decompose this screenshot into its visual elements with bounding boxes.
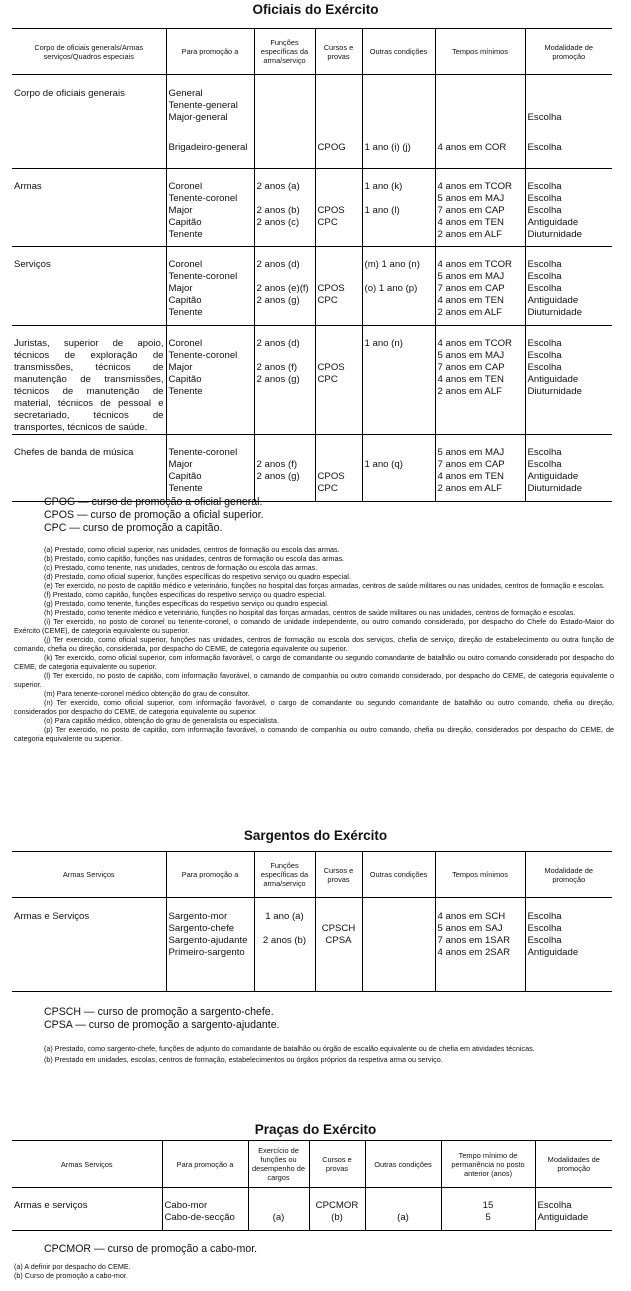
sargentos-abbreviations bbox=[44, 1006, 280, 1032]
table-row bbox=[12, 169, 612, 247]
footnote: (a) Prestado, como oficial superior, nas unidades, centros de formação ou escola das armas. bbox=[44, 545, 340, 554]
table-cell: CPOG bbox=[315, 137, 362, 169]
table-cell: Escolha Escolha Escolha Antiguidade Diuturnidade bbox=[525, 326, 612, 435]
table-cell: Escolha Antiguidade bbox=[535, 1188, 612, 1231]
table-cell: CPOS CPC bbox=[315, 435, 362, 502]
footnote: (b) Curso de promoção a cabo-mor. bbox=[14, 1271, 128, 1280]
abbreviation-line: CPC — curso de promoção a capitão. bbox=[44, 522, 223, 534]
column-header: Armas Serviços bbox=[60, 1159, 113, 1169]
oficiais-footnotes bbox=[14, 545, 614, 743]
column-header: Outras condições bbox=[365, 1141, 441, 1188]
table-cell: 2 anos (d) 2 anos (f) 2 anos (g) bbox=[254, 326, 315, 435]
table-cell: 4 anos em TCOR 5 anos em MAJ 7 anos em CAP 4 anos em TEN 2 anos em ALF bbox=[435, 247, 525, 326]
table-cell: (a) bbox=[365, 1188, 441, 1231]
footnote: (d) Prestado, como oficial superior, funções específicas do respetivo serviço ou quadro especial. bbox=[44, 572, 351, 581]
table-cell: General Tenente-general Major-general bbox=[166, 75, 254, 137]
column-header: Modalidades de promoção bbox=[535, 1141, 612, 1188]
table-cell: Escolha Escolha Escolha Antiguidade Diuturnidade bbox=[525, 169, 612, 247]
table-cell: Coronel Tenente-coronel Major Capitão Tenente bbox=[166, 326, 254, 435]
footnote: (c) Prestado, como tenente, nas unidades, centros de formação ou escola das armas. bbox=[44, 563, 318, 572]
table-cell: 1 ano (q) bbox=[362, 435, 435, 502]
table-cell: Escolha bbox=[525, 137, 612, 169]
table-cell: Armas e serviços bbox=[14, 1200, 88, 1211]
footnote: (h) Prestado, como tenente médico e veterinário, funções no hospital das forças armadas, centros de saúde militares ou nas unidades, centros de formação e escolas. bbox=[44, 608, 576, 617]
table-cell: Escolha bbox=[525, 75, 612, 137]
table-cell: Escolha Escolha Antiguidade Diuturnidade bbox=[525, 435, 612, 502]
table-cell: (m) 1 ano (n) (o) 1 ano (p) bbox=[362, 247, 435, 326]
footnote: (e) Ter exercido, no posto de capitão médico e veterinário, funções no hospital das forças armadas, centros de saúde militares ou nas unidades, centros de formação e escolas. bbox=[44, 581, 605, 590]
table-row bbox=[12, 75, 612, 137]
oficiais-table bbox=[12, 28, 612, 502]
table-cell: Serviços bbox=[14, 259, 51, 270]
table-cell: 1 ano (i) (j) bbox=[362, 137, 435, 169]
table-row bbox=[12, 435, 612, 502]
oficiais-abbreviations bbox=[44, 496, 264, 535]
table-cell: Sargento-mor Sargento-chefe Sargento-ajudante Primeiro-sargento bbox=[166, 898, 254, 992]
table-cell: Tenente-coronel Major Capitão Tenente bbox=[166, 435, 254, 502]
footnote: (p) Ter exercido, no posto de capitão, com informação favorável, o comando de companhia ou outro comando, chefia ou direção, considerados por despacho do CEME, de categoria equivalente ou superior. bbox=[14, 725, 614, 743]
table-header-row bbox=[12, 29, 612, 75]
sargentos-title: Sargentos do Exército bbox=[243, 828, 388, 843]
footnote: (b) Prestado, como capitão, funções nas unidades, centros de formação ou escola das armas. bbox=[44, 554, 345, 563]
table-row bbox=[12, 1188, 612, 1231]
column-header: Corpo de oficiais generals/Armas serviços/Quadros especiais bbox=[34, 42, 144, 61]
table-row bbox=[12, 898, 612, 992]
column-header: Funções específicas da arma/serviço bbox=[254, 29, 315, 75]
table-cell: Escolha Escolha Escolha Antiguidade Diuturnidade bbox=[525, 247, 612, 326]
pracas-abbreviations bbox=[44, 1243, 257, 1256]
column-header: Cursos e provas bbox=[315, 29, 362, 75]
column-header: Armas Serviços bbox=[62, 870, 115, 879]
column-header: Tempos mínimos bbox=[435, 29, 525, 75]
table-cell: Armas bbox=[14, 181, 42, 192]
column-header: Cursos e provas bbox=[315, 852, 362, 898]
footnote: (b) Prestado em unidades, escolas, centros de formação, estabelecimentos ou órgãos próprios da respetiva arma ou serviço. bbox=[44, 1055, 443, 1064]
column-header: Funções específicas da arma/serviço bbox=[254, 852, 315, 898]
table-cell: Brigadeiro-general bbox=[166, 137, 254, 169]
table-cell: Coronel Tenente-coronel Major Capitão Tenente bbox=[166, 247, 254, 326]
footnote: (n) Ter exercido, como oficial superior, com informação favorável, o cargo de comandante ou segundo comandante de batalhão ou outro comando, chefia ou direção, considerados por despacho do CEME, de categoria equivalente ou superior. bbox=[14, 698, 614, 716]
sargentos-footnotes bbox=[14, 1044, 614, 1064]
column-header: Outras condições bbox=[362, 29, 435, 75]
column-header: Para promoção a bbox=[166, 29, 254, 75]
table-cell: Juristas, superior de apoio, técnicos de exploração de transmissões, técnicos de manutenção de transmissões, técnicos de manutenção de material, técnicos de pessoal e secretariado, técnicos de transportes, técnicos de saúde. bbox=[14, 338, 164, 433]
table-cell: 2 anos (f) 2 anos (g) bbox=[254, 435, 315, 502]
footnote: (j) Ter exercido, como oficial superior, funções nas unidades, centros de formação ou escola dos serviços, chefia de serviço, direção de estabelecimento ou outra função de comando, chefia ou direção, considerada, por despacho do CEME, de categoria equivalente ou superior. bbox=[14, 635, 614, 653]
column-header: Tempo mínimo de permanência no posto anterior (anos) bbox=[441, 1141, 535, 1188]
table-cell: CPSCH CPSA bbox=[315, 898, 362, 992]
table-cell: 4 anos em SCH 5 anos em SAJ 7 anos em 1SAR 4 anos em 2SAR bbox=[435, 898, 525, 992]
table-cell: 1 ano (n) bbox=[362, 326, 435, 435]
column-header: Modalidade de promoção bbox=[525, 852, 612, 898]
footnote: (m) Para tenente-coronel médico obtenção do grau de consultor. bbox=[44, 689, 250, 698]
table-cell: Corpo de oficiais generais bbox=[14, 88, 125, 99]
abbreviation-line: CPSCH — curso de promoção a sargento-chefe. bbox=[44, 1006, 274, 1018]
pracas-title: Praças do Exército bbox=[254, 1122, 377, 1137]
table-cell: Coronel Tenente-coronel Major Capitão Tenente bbox=[166, 169, 254, 247]
column-header: Para promoção a bbox=[162, 1141, 248, 1188]
table-row bbox=[12, 326, 612, 435]
table-cell: CPOS CPC bbox=[315, 247, 362, 326]
footnote: (o) Para capitão médico, obtenção do grau de generalista ou especialista. bbox=[44, 716, 279, 725]
table-cell: Escolha Escolha Escolha Antiguidade bbox=[525, 898, 612, 992]
table-cell bbox=[254, 137, 315, 169]
column-header: Exercício de funções ou desempenho de cargos bbox=[248, 1141, 309, 1188]
oficiais-title: Oficiais do Exército bbox=[252, 2, 379, 17]
table-cell: 4 anos em TCOR 5 anos em MAJ 7 anos em CAP 4 anos em TEN 2 anos em ALF bbox=[435, 326, 525, 435]
footnote: (a) A definir por despacho do CEME. bbox=[14, 1262, 131, 1271]
column-header: Para promoção a bbox=[166, 852, 254, 898]
table-cell: 1 ano (k) 1 ano (l) bbox=[362, 169, 435, 247]
table-cell: 5 anos em MAJ 7 anos em CAP 4 anos em TEN 2 anos em ALF bbox=[435, 435, 525, 502]
footnote: (l) Ter exercido, no posto de capitão, com informação favorável, o camando de companhia ou outro comando considerado, por despacho do CEME, de categoria equivalente o superior. bbox=[14, 671, 614, 689]
table-cell: Armas e Serviços bbox=[14, 911, 90, 922]
table-cell: 2 anos (a) 2 anos (b) 2 anos (c) bbox=[254, 169, 315, 247]
footnote: (a) Prestado, como sargento-chefe, funções de adjunto do comandante de batalhão ou órgão de escalão equivalente ou de chefia em atividades técnicas. bbox=[44, 1044, 535, 1053]
table-header-row bbox=[12, 1141, 612, 1188]
column-header: Modalidade de promoção bbox=[525, 29, 612, 75]
table-cell: CPCMOR (b) bbox=[309, 1188, 365, 1231]
sargentos-table bbox=[12, 851, 612, 992]
abbreviation-line: CPOS — curso de promoção a oficial superior. bbox=[44, 509, 264, 521]
table-row bbox=[12, 137, 612, 169]
pracas-footnotes bbox=[14, 1262, 614, 1280]
footnote: (g) Prestado, como tenente, funções específicas do respetivo serviço ou quadro especial. bbox=[44, 599, 329, 608]
table-cell: Chefes de banda de música bbox=[14, 447, 134, 458]
table-cell bbox=[435, 75, 525, 137]
pracas-table bbox=[12, 1140, 612, 1231]
abbreviation-line: CPCMOR — curso de promoção a cabo-mor. bbox=[44, 1243, 258, 1255]
table-cell: CPOS CPC bbox=[315, 169, 362, 247]
table-cell bbox=[12, 137, 166, 169]
table-cell: 15 5 bbox=[441, 1188, 535, 1231]
footnote: (f) Prestado, como capitão, funções específicas do respetivo serviço ou quadro especial. bbox=[44, 590, 327, 599]
table-cell bbox=[362, 75, 435, 137]
abbreviation-line: CPOG — curso de promoção a oficial general. bbox=[44, 496, 263, 508]
table-cell: 4 anos em TCOR 5 anos em MAJ 7 anos em CAP 4 anos em TEN 2 anos em ALF bbox=[435, 169, 525, 247]
column-header: Cursos e provas bbox=[309, 1141, 365, 1188]
column-header: Outras condições bbox=[362, 852, 435, 898]
table-cell: (a) bbox=[248, 1188, 309, 1231]
table-header-row bbox=[12, 852, 612, 898]
table-row bbox=[12, 247, 612, 326]
table-cell: 2 anos (d) 2 anos (e)(f) 2 anos (g) bbox=[254, 247, 315, 326]
table-cell: 1 ano (a) 2 anos (b) bbox=[254, 898, 315, 992]
footnote: (k) Ter exercido, como oficial superior, com informação favorável, o cargo de comandante ou segundo comandante de batalhão ou outro comando considerado por despacho do CEME, de categoria equivalente ou superior. bbox=[14, 653, 614, 671]
abbreviation-line: CPSA — curso de promoção a sargento-ajudante. bbox=[44, 1019, 280, 1031]
table-cell bbox=[362, 898, 435, 992]
table-cell bbox=[254, 75, 315, 137]
table-cell: CPOS CPC bbox=[315, 326, 362, 435]
table-cell bbox=[315, 75, 362, 137]
table-cell: 4 anos em COR bbox=[435, 137, 525, 169]
footnote: (i) Ter exercido, no posto de coronel ou tenente-coronel, o comando de unidade independente, ou outro comando considerado, por despacho do Chefe do Estado-Maior do Exército (CEME), de categoria equivalente ou superior. bbox=[14, 617, 614, 635]
table-cell: Cabo-mor Cabo-de-secção bbox=[162, 1188, 248, 1231]
column-header: Tempos mínimos bbox=[435, 852, 525, 898]
